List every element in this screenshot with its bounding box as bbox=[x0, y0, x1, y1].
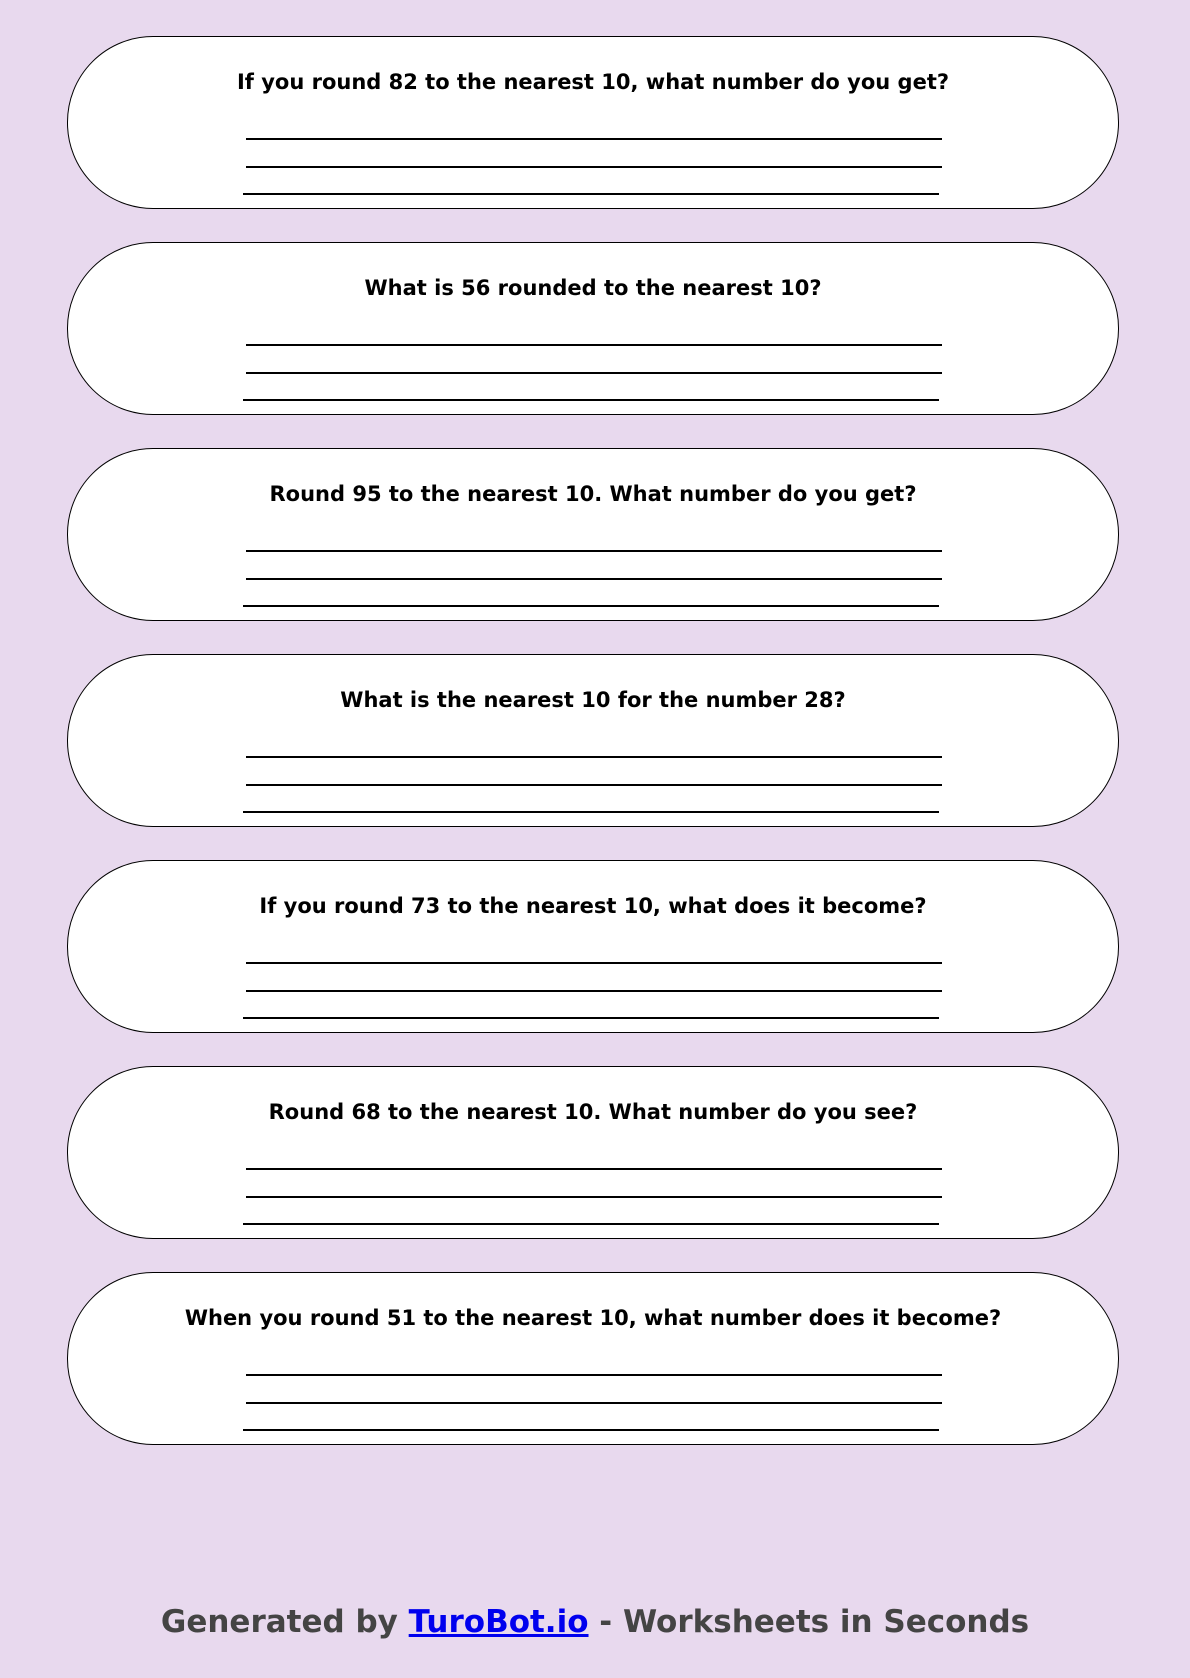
question-text: What is the nearest 10 for the number 28? bbox=[340, 688, 846, 712]
answer-line bbox=[246, 784, 942, 786]
answer-line bbox=[246, 372, 942, 374]
answer-line bbox=[246, 578, 942, 580]
footer bbox=[0, 1604, 1190, 1640]
answer-line bbox=[246, 1196, 942, 1198]
answer-line bbox=[246, 990, 942, 992]
question-card-5 bbox=[67, 860, 1119, 1033]
question-text: When you round 51 to the nearest 10, what number does it become? bbox=[184, 1306, 1002, 1330]
question-text: What is 56 rounded to the nearest 10? bbox=[364, 276, 822, 300]
question-text: If you round 82 to the nearest 10, what number do you get? bbox=[236, 70, 950, 94]
turobot-link[interactable]: TuroBot.io bbox=[408, 1604, 589, 1640]
answer-line bbox=[243, 1429, 939, 1431]
answer-line bbox=[243, 399, 939, 401]
question-card-1 bbox=[67, 36, 1119, 209]
question-card-7 bbox=[67, 1272, 1119, 1445]
answer-line bbox=[246, 138, 942, 140]
question-text: If you round 73 to the nearest 10, what does it become? bbox=[259, 894, 927, 918]
footer-suffix: - Worksheets in Seconds bbox=[588, 1604, 1030, 1640]
answer-line bbox=[246, 756, 942, 758]
answer-line bbox=[246, 1374, 942, 1376]
question-card-4 bbox=[67, 654, 1119, 827]
question-card-3 bbox=[67, 448, 1119, 621]
answer-line bbox=[243, 605, 939, 607]
question-card-2 bbox=[67, 242, 1119, 415]
answer-line bbox=[243, 1017, 939, 1019]
question-text: Round 95 to the nearest 10. What number do you get? bbox=[269, 482, 917, 506]
answer-line bbox=[246, 344, 942, 346]
question-card-6 bbox=[67, 1066, 1119, 1239]
answer-line bbox=[246, 166, 942, 168]
answer-line bbox=[246, 550, 942, 552]
answer-line bbox=[243, 1223, 939, 1225]
answer-line bbox=[243, 811, 939, 813]
answer-line bbox=[246, 1402, 942, 1404]
answer-line bbox=[246, 1168, 942, 1170]
footer-prefix: Generated by bbox=[160, 1604, 409, 1640]
answer-line bbox=[246, 962, 942, 964]
answer-line bbox=[243, 193, 939, 195]
question-text: Round 68 to the nearest 10. What number do you see? bbox=[268, 1100, 918, 1124]
